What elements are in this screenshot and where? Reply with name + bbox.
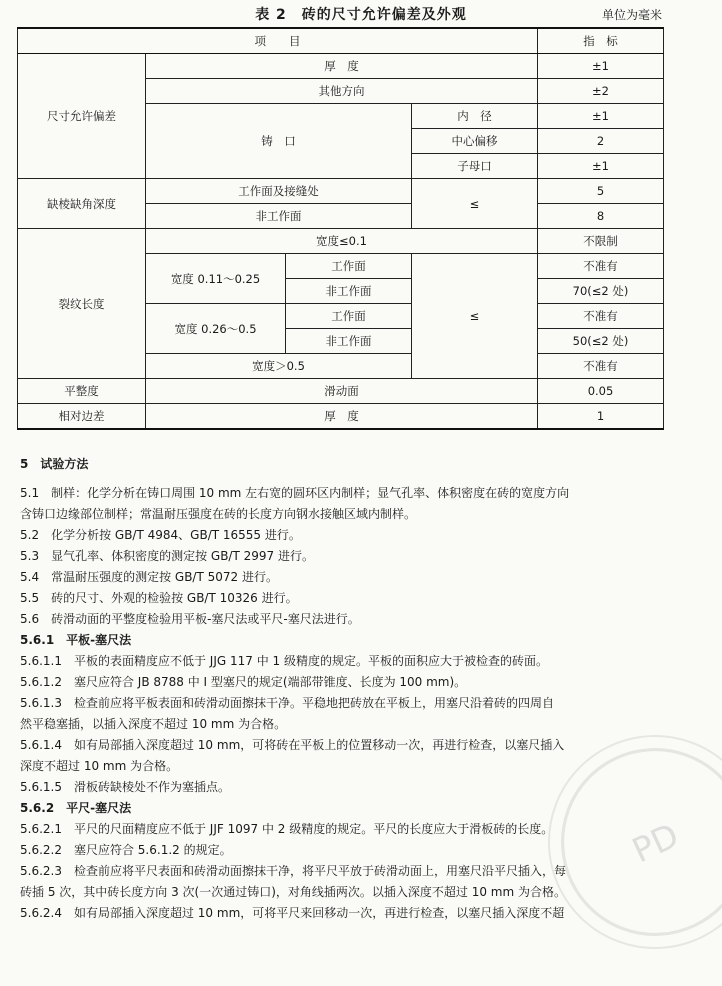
header-index: 指 标	[538, 28, 664, 54]
width-le-label: 宽度≤0.1	[146, 229, 538, 254]
edge-le-sign: ≤	[412, 179, 538, 229]
slide-face-label: 滑动面	[146, 379, 538, 404]
paragraph: 5.5 砖的尺寸、外观的检验按 GB/T 10326 进行。	[20, 591, 298, 605]
paragraph: 5.6.2.1 平尺的尺面精度应不低于 JJF 1097 中 2 级精度的规定。平尺的长度应大于滑板砖的长度。	[20, 822, 554, 836]
paragraph: 5.6.2.3 检查前应将平尺表面和砖滑动面擦抹干净，将平尺平放于砖滑动面上，用塞尺沿平尺插入，每	[20, 864, 566, 878]
width-gt-value: 不准有	[538, 354, 664, 379]
subsection-heading: 5.6.2 平尺-塞尺法	[20, 801, 132, 815]
paragraph: 深度不超过 10 mm 为合格。	[20, 759, 179, 773]
table-unit: 单位为毫米	[601, 8, 662, 22]
paragraph: 5.6.1.1 平板的表面精度应不低于 JJG 117 中 1 级精度的规定。平板的面积应大于被检查的砖面。	[20, 654, 548, 668]
paragraph: 5.6.2.4 如有局部插入深度超过 10 mm，可将平尺来回移动一次，再进行检查，以塞尺插入深度不超	[20, 906, 565, 920]
table-caption	[0, 2, 722, 26]
width-le-value: 不限制	[538, 229, 664, 254]
flatness-value: 0.05	[538, 379, 664, 404]
width-b-label: 宽度 0.26～0.5	[146, 304, 286, 354]
paragraph: 5.4 常温耐压强度的测定按 GB/T 5072 进行。	[20, 570, 278, 584]
width-a-non-value: 70(≤2 处)	[538, 279, 664, 304]
other-dir-label: 其他方向	[146, 79, 538, 104]
non-work-value: 8	[538, 204, 664, 229]
center-offset-label: 中心偏移	[412, 129, 538, 154]
section-heading: 5 试验方法	[20, 457, 89, 471]
table-row	[18, 229, 664, 254]
edge-group-label: 缺棱缺角深度	[18, 179, 146, 229]
paragraph: 5.6.1.4 如有局部插入深度超过 10 mm，可将砖在平板上的位置移动一次，再进行检查，以塞尺插入	[20, 738, 565, 752]
width-b-non-value: 50(≤2 处)	[538, 329, 664, 354]
gate-label: 铸 口	[146, 104, 412, 179]
inner-dia-value: ±1	[538, 104, 664, 129]
table-row	[18, 404, 664, 430]
table-header-row	[18, 28, 664, 54]
paragraph: 5.3 显气孔率、体积密度的测定按 GB/T 2997 进行。	[20, 549, 314, 563]
center-offset-value: 2	[538, 129, 664, 154]
rel-edge-thick-label: 厚 度	[146, 404, 538, 430]
width-b-work-label: 工作面	[286, 304, 412, 329]
spec-table	[17, 27, 664, 430]
thickness-value: ±1	[538, 54, 664, 79]
width-b-non-label: 非工作面	[286, 329, 412, 354]
paragraph: 5.6.1.5 滑板砖缺棱处不作为塞插点。	[20, 780, 230, 794]
width-gt-label: 宽度＞0.5	[146, 354, 412, 379]
table-row	[18, 179, 664, 204]
flatness-label: 平整度	[18, 379, 146, 404]
width-b-work-value: 不准有	[538, 304, 664, 329]
paragraph: 5.6.1.3 检查前应将平板表面和砖滑动面擦抹干净。平稳地把砖放在平板上，用塞尺沿着砖的四周自	[20, 696, 554, 710]
paragraph: 然平稳塞插，以插入深度不超过 10 mm 为合格。	[20, 717, 287, 731]
paragraph: 5.6.1.2 塞尺应符合 JB 8788 中 Ⅰ 型塞尺的规定(端部带锥度、长度为 100 mm)。	[20, 675, 467, 689]
work-joint-label: 工作面及接缝处	[146, 179, 412, 204]
table-title: 表 2 砖的尺寸允许偏差及外观	[255, 7, 467, 23]
paragraph: 5.1 制样：化学分析在铸口周围 10 mm 左右宽的圆环区内制样；显气孔率、体积密度在砖的宽度方向	[20, 486, 570, 500]
rel-edge-label: 相对边差	[18, 404, 146, 430]
paragraph: 5.6 砖滑动面的平整度检验用平板-塞尺法或平尺-塞尺法进行。	[20, 612, 360, 626]
paragraph: 砖插 5 次，其中砖长度方向 3 次(一次通过铸口)，对角线插两次。以插入深度不超过 10 mm 为合格。	[20, 885, 566, 899]
dim-group-label: 尺寸允许偏差	[18, 54, 146, 179]
header-item: 项 目	[18, 28, 538, 54]
paragraph: 5.6.2.2 塞尺应符合 5.6.1.2 的规定。	[20, 843, 232, 857]
seal-text: PD	[626, 815, 685, 871]
non-work-label: 非工作面	[146, 204, 412, 229]
width-a-work-value: 不准有	[538, 254, 664, 279]
work-joint-value: 5	[538, 179, 664, 204]
rel-edge-value: 1	[538, 404, 664, 430]
crack-group-label: 裂纹长度	[18, 229, 146, 379]
other-dir-value: ±2	[538, 79, 664, 104]
socket-label: 子母口	[412, 154, 538, 179]
inner-dia-label: 内 径	[412, 104, 538, 129]
width-a-label: 宽度 0.11～0.25	[146, 254, 286, 304]
width-a-work-label: 工作面	[286, 254, 412, 279]
table-row	[18, 54, 664, 79]
subsection-heading: 5.6.1 平板-塞尺法	[20, 633, 132, 647]
crack-le-sign: ≤	[412, 254, 538, 379]
paragraph: 5.2 化学分析按 GB/T 4984、GB/T 16555 进行。	[20, 528, 301, 542]
socket-value: ±1	[538, 154, 664, 179]
width-a-non-label: 非工作面	[286, 279, 412, 304]
paragraph: 含铸口边缘部位制样；常温耐压强度在砖的长度方向钢水接触区域内制样。	[20, 507, 417, 521]
table-row	[18, 379, 664, 404]
thickness-label: 厚 度	[146, 54, 538, 79]
